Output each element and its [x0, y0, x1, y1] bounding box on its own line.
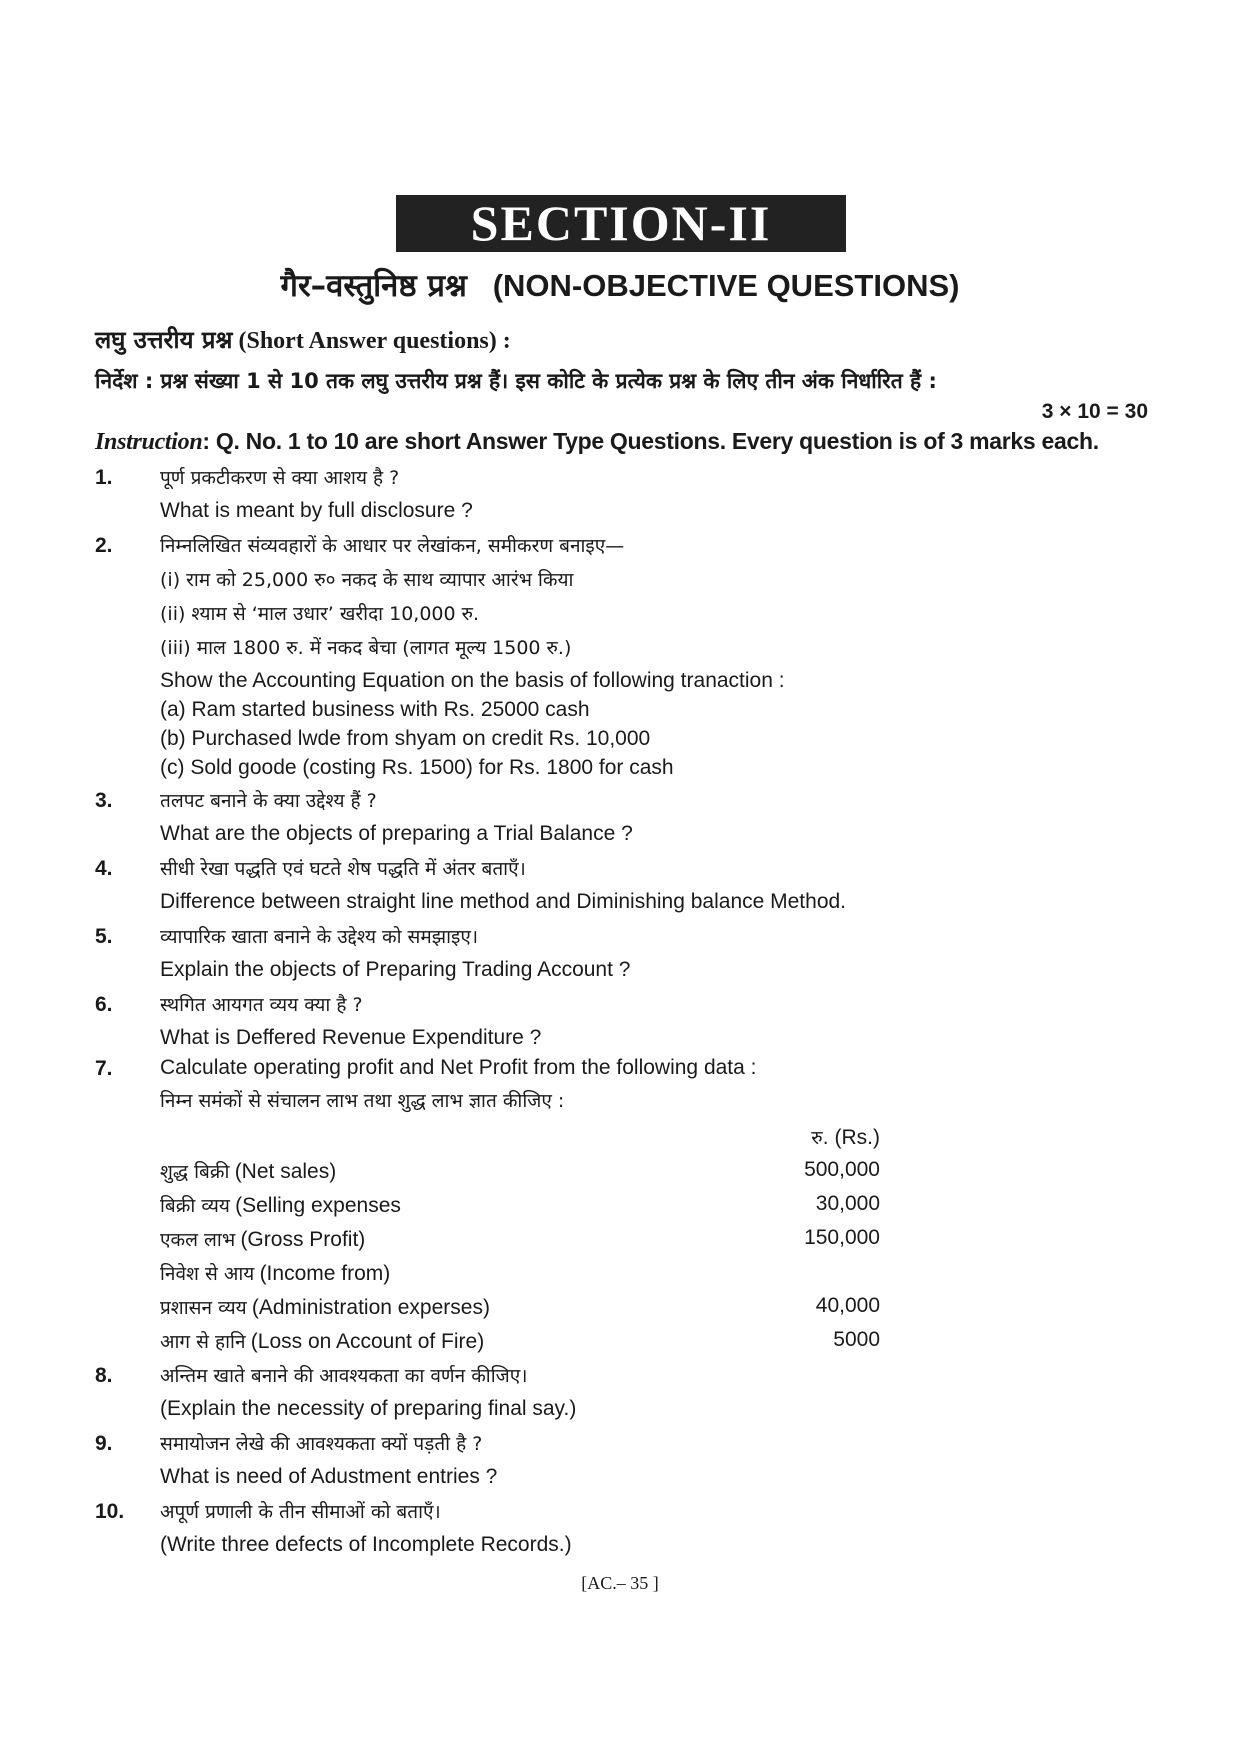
data-row-hindi: प्रशासन व्यय — [160, 1297, 247, 1319]
question-number: 4. — [95, 857, 113, 880]
question-number: 6. — [95, 993, 113, 1016]
question-number: 9. — [95, 1432, 113, 1455]
data-row-english: (Income from) — [259, 1262, 391, 1285]
question-english-item: (b) Purchased lwde from shyam on credit Rs. 10,000 — [160, 727, 651, 750]
question-english: Calculate operating profit and Net Profit from the following data : — [160, 1056, 757, 1079]
question-hindi: निम्नलिखित संव्यवहारों के आधार पर लेखांकन, समीकरण बनाइए— — [160, 535, 625, 557]
amount-header — [700, 1124, 880, 1150]
data-row — [160, 1294, 490, 1320]
question-english: What is need of Adustment entries ? — [160, 1465, 498, 1488]
amount-header-english: (Rs.) — [834, 1126, 880, 1149]
instruction-text: : Q. No. 1 to 10 are short Answer Type Questions. Every question is of 3 marks each. — [202, 428, 1099, 454]
short-answer-heading-english: (Short Answer questions) : — [238, 328, 511, 354]
section-subtitle-hindi: गैर–वस्तुनिष्ठ प्रश्न — [280, 268, 467, 304]
data-row-amount: 150,000 — [804, 1226, 880, 1249]
data-row-hindi: एकल लाभ — [160, 1229, 236, 1251]
question-english: What are the objects of preparing a Trial Balance ? — [160, 822, 633, 845]
data-row-amount: 40,000 — [815, 1294, 880, 1317]
question-number: 7. — [95, 1057, 113, 1080]
question-number: 3. — [95, 789, 113, 812]
question-hindi: निम्न समंकों से संचालन लाभ तथा शुद्ध लाभ ज्ञात कीजिए : — [160, 1090, 565, 1112]
data-row-hindi: निवेश से आय — [160, 1263, 255, 1285]
data-row-amount: 30,000 — [815, 1192, 880, 1215]
data-row-hindi: बिक्री व्यय — [160, 1195, 230, 1217]
data-row-english: (Administration experses) — [251, 1296, 490, 1319]
question-english: Show the Accounting Equation on the basis of following tranaction : — [160, 669, 785, 692]
data-row — [160, 1192, 401, 1218]
data-row — [160, 1226, 365, 1252]
data-row-english: (Selling expenses — [235, 1194, 401, 1217]
question-hindi-item: (ii) श्याम से ‘माल उधार’ खरीदा 10,000 रु. — [160, 603, 480, 625]
question-hindi: अन्तिम खाते बनाने की आवश्यकता का वर्णन कीजिए। — [160, 1365, 528, 1387]
question-hindi: समायोजन लेखे की आवश्यकता क्यों पड़ती है ? — [160, 1433, 483, 1455]
question-hindi: सीधी रेखा पद्धति एवं घटते शेष पद्धति में अंतर बताएँ। — [160, 858, 526, 880]
question-number: 10. — [95, 1500, 125, 1523]
data-row-amount: 500,000 — [804, 1158, 880, 1181]
question-english: Difference between straight line method and Diminishing balance Method. — [160, 890, 847, 913]
question-english-item: (c) Sold goode (costing Rs. 1500) for Rs. 1800 for cash — [160, 756, 674, 779]
section-title: SECTION-II — [396, 195, 846, 252]
question-number: 2. — [95, 534, 113, 557]
marks-total: 3 × 10 = 30 — [1041, 400, 1148, 423]
data-row-hindi: आग से हानि — [160, 1331, 246, 1353]
question-hindi: व्यापारिक खाता बनाने के उद्देश्य को समझाइए। — [160, 926, 479, 948]
question-hindi: स्थगित आयगत व्यय क्या है ? — [160, 994, 363, 1016]
data-row — [160, 1260, 390, 1286]
data-row — [160, 1158, 336, 1184]
question-english: Explain the objects of Preparing Trading Account ? — [160, 958, 631, 981]
question-hindi-item: (i) राम को 25,000 रु० नकद के साथ व्यापार आरंभ किया — [160, 569, 574, 591]
data-row-amount: 5000 — [833, 1328, 880, 1351]
question-hindi-item: (iii) माल 1800 रु. में नकद बेचा (लागत मूल्य 1500 रु.) — [160, 637, 572, 659]
data-row — [160, 1328, 484, 1354]
instruction — [95, 428, 1099, 456]
short-answer-heading — [95, 323, 511, 356]
section-subtitle — [0, 264, 1240, 306]
instruction-label: Instruction — [95, 429, 203, 455]
section-subtitle-english: (NON-OBJECTIVE QUESTIONS) — [492, 268, 960, 303]
question-number: 1. — [95, 466, 113, 489]
question-english-item: (a) Ram started business with Rs. 25000 cash — [160, 698, 590, 721]
question-number: 5. — [95, 925, 113, 948]
amount-header-hindi: रु. — [811, 1127, 829, 1149]
page-footer: [AC.– 35 ] — [581, 1573, 659, 1593]
data-row-english: (Gross Profit) — [240, 1228, 366, 1251]
short-answer-heading-hindi: लघु उत्तरीय प्रश्न — [95, 326, 233, 354]
direction-text: निर्देश : प्रश्न संख्या 1 से 10 तक लघु उत्तरीय प्रश्न हैं। इस कोटि के प्रत्येक प्रश्न के लिए तीन अंक निर्धारित हैं : — [95, 369, 937, 393]
question-english: What is meant by full disclosure ? — [160, 499, 473, 522]
data-row-english: (Loss on Account of Fire) — [250, 1330, 485, 1353]
question-hindi: तलपट बनाने के क्या उद्देश्य हैं ? — [160, 790, 377, 812]
question-english: What is Deffered Revenue Expenditure ? — [160, 1026, 542, 1049]
data-row-hindi: शुद्ध बिक्री — [160, 1161, 230, 1183]
question-english: (Explain the necessity of preparing final say.) — [160, 1397, 577, 1420]
question-number: 8. — [95, 1364, 113, 1387]
question-hindi: पूर्ण प्रकटीकरण से क्या आशय है ? — [160, 467, 400, 489]
data-row-english: (Net sales) — [234, 1160, 337, 1183]
question-english: (Write three defects of Incomplete Records.) — [160, 1533, 572, 1556]
question-hindi: अपूर्ण प्रणाली के तीन सीमाओं को बताएँ। — [160, 1501, 441, 1523]
